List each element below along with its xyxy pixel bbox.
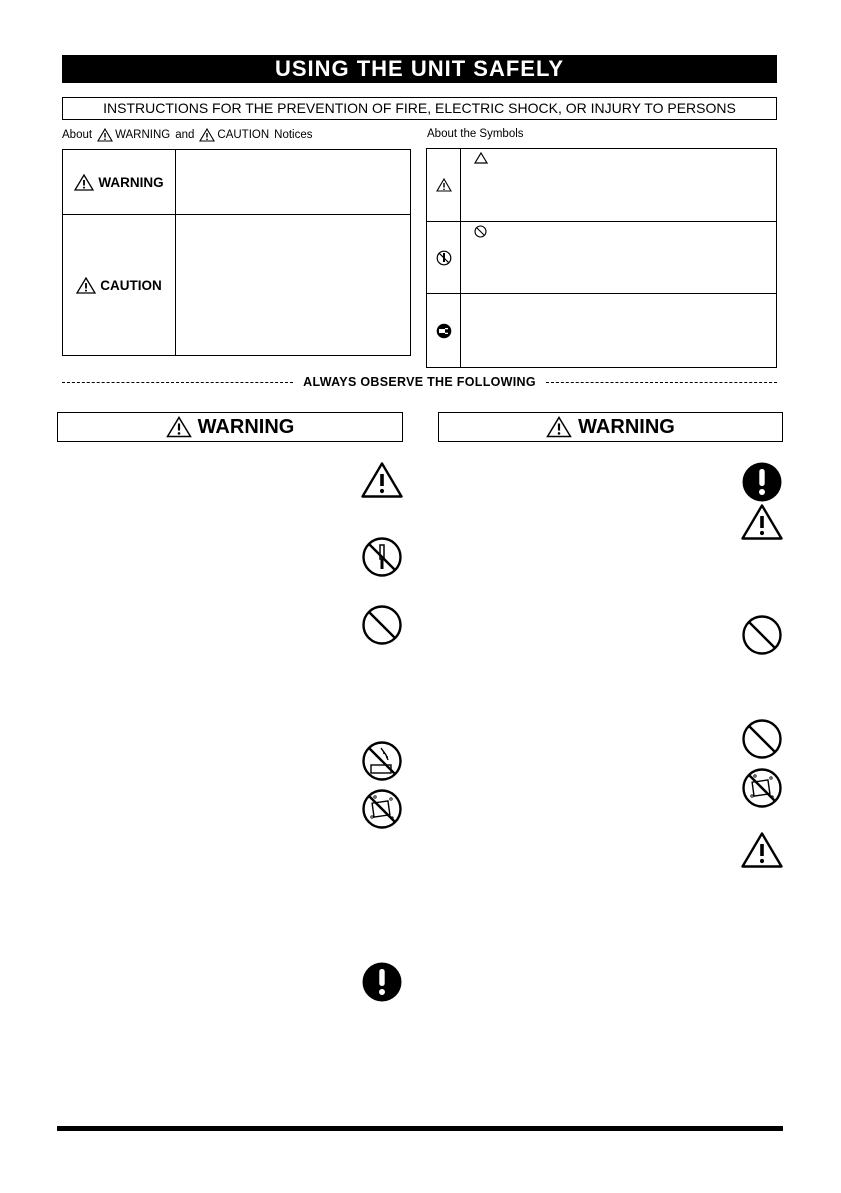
notices-heading — [62, 128, 313, 142]
warning-triangle-icon — [97, 128, 113, 142]
left-warning-label: WARNING — [197, 415, 295, 438]
symbols-heading: About the Symbols — [427, 128, 524, 140]
warning-triangle-icon — [166, 416, 192, 438]
notices-prefix: About — [62, 129, 93, 141]
mandatory-icon — [361, 961, 403, 1003]
notice-caution-label: CAUTION — [100, 277, 162, 293]
page-title: USING THE UNIT SAFELY — [62, 55, 777, 83]
left-warning-header — [57, 412, 403, 442]
symbol-row-triangle — [427, 149, 460, 221]
right-warning-header — [438, 412, 783, 442]
symbol-row-mandatory — [427, 294, 460, 367]
warning-triangle-icon — [74, 174, 94, 191]
notices-suffix: Notices — [274, 129, 313, 141]
symbols-table — [426, 148, 777, 368]
page-subtitle: INSTRUCTIONS FOR THE PREVENTION OF FIRE, ELECTRIC SHOCK, OR INJURY TO PERSONS — [62, 97, 777, 120]
footer-rule — [57, 1126, 783, 1131]
prohibited-icon — [361, 604, 403, 646]
prohibited-icon — [741, 718, 783, 760]
notices-warning-word: WARNING — [115, 129, 171, 141]
small-prohibited-icon — [474, 225, 487, 238]
warning-triangle-icon — [546, 416, 572, 438]
unplug-icon — [436, 323, 452, 339]
do-not-disassemble-icon — [361, 536, 403, 578]
warning-triangle-icon — [76, 277, 96, 294]
notice-row-caution — [63, 215, 175, 355]
warning-triangle-icon — [740, 831, 784, 869]
always-observe-divider — [62, 374, 777, 390]
notices-caution-word: CAUTION — [217, 129, 270, 141]
right-warning-label: WARNING — [578, 415, 675, 438]
warning-triangle-icon — [199, 128, 215, 142]
warning-triangle-icon — [360, 461, 404, 499]
no-water-icon — [361, 740, 403, 782]
no-foreign-objects-icon — [361, 788, 403, 830]
warning-triangle-icon — [740, 503, 784, 541]
always-observe-text: ALWAYS OBSERVE THE FOLLOWING — [303, 375, 536, 389]
notice-row-warning — [63, 150, 175, 214]
warning-triangle-icon — [436, 178, 452, 192]
notice-warning-label: WARNING — [98, 174, 164, 190]
prohibited-icon — [741, 614, 783, 656]
symbol-row-prohibited — [427, 222, 460, 293]
notices-and-word: and — [175, 129, 195, 141]
no-foreign-objects-icon — [741, 767, 783, 809]
do-not-disassemble-icon — [436, 250, 452, 266]
small-triangle-icon — [474, 152, 488, 164]
mandatory-icon — [741, 461, 783, 503]
notices-table — [62, 149, 411, 356]
